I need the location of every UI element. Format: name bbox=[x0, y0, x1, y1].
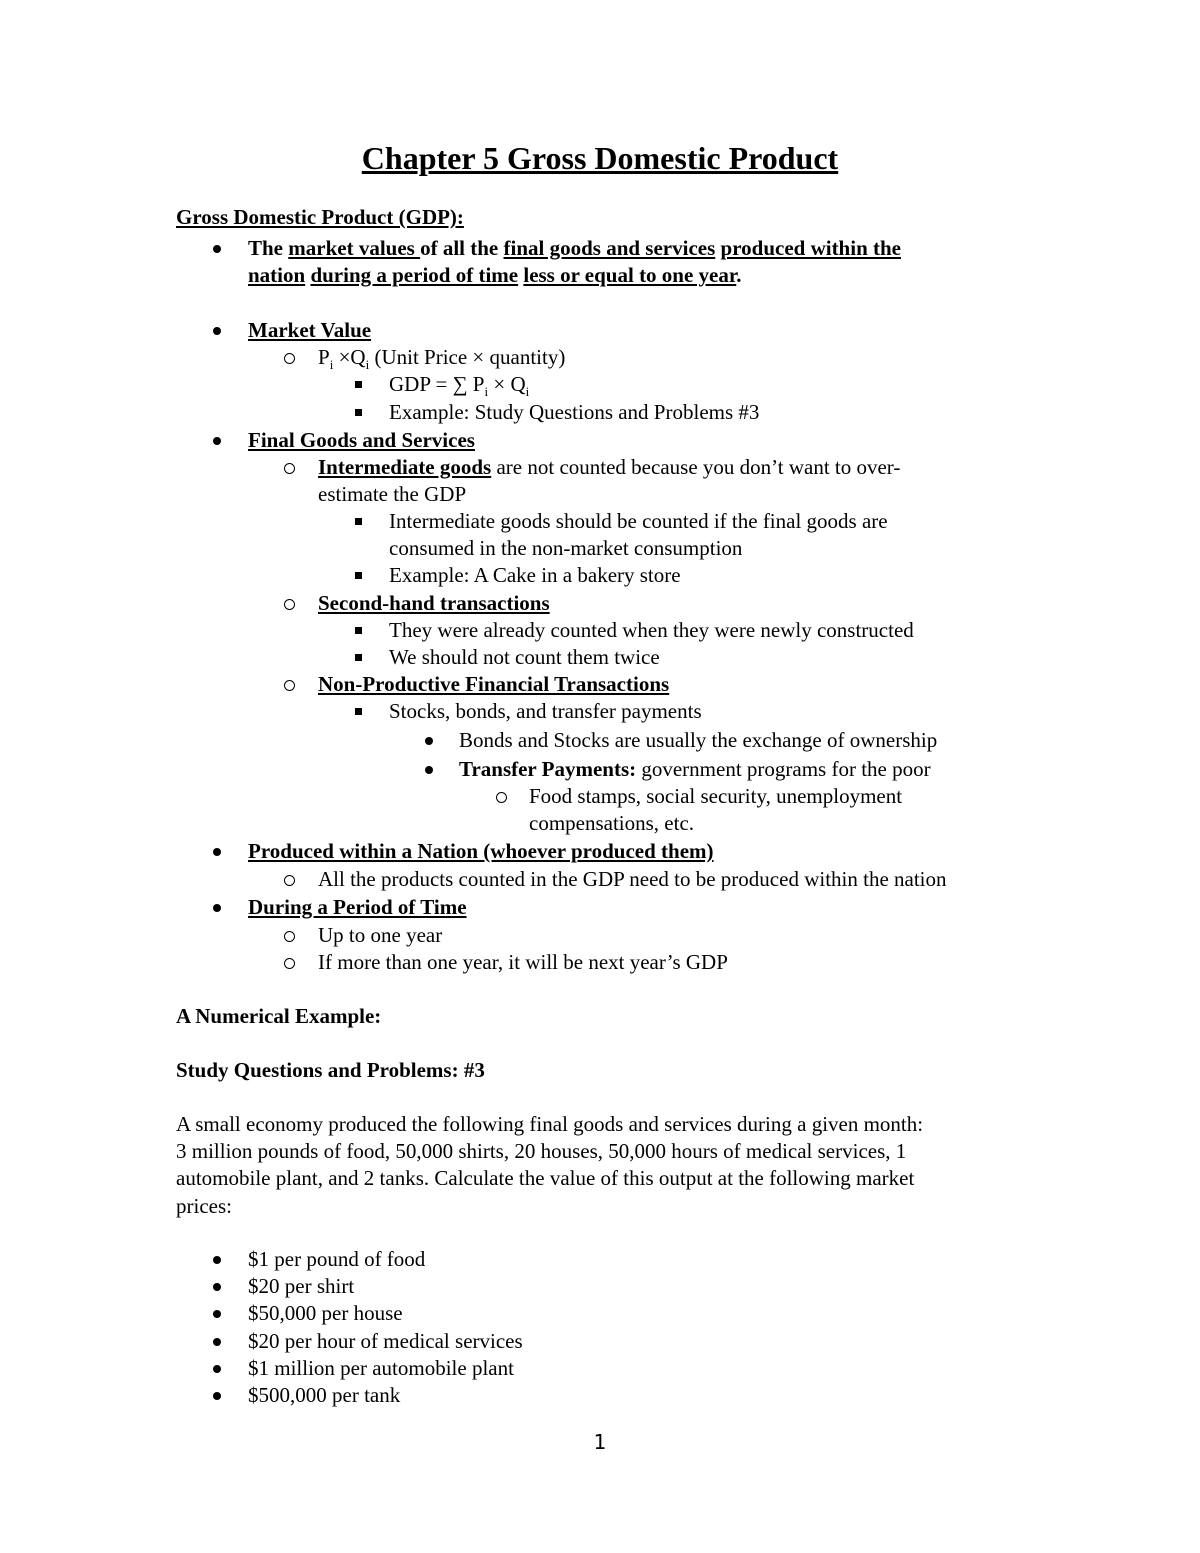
price-item: $1 per pound of food bbox=[248, 1247, 426, 1271]
secondhand-heading: Second-hand transactions bbox=[318, 591, 550, 615]
nonproductive-heading: Non-Productive Financial Transactions bbox=[318, 672, 670, 696]
intermediate-goods-line1: Intermediate goods are not counted because you don’t want to over- bbox=[318, 455, 901, 479]
circle-bullet bbox=[284, 463, 295, 474]
square-bullet bbox=[355, 409, 362, 416]
bullet-dot bbox=[213, 1392, 221, 1400]
page-title: Chapter 5 Gross Domestic Product bbox=[361, 140, 839, 176]
problem-line3: automobile plant, and 2 tanks. Calculate the value of this output at the following market bbox=[176, 1166, 915, 1190]
square-bullet bbox=[355, 654, 362, 661]
price-item: $1 million per automobile plant bbox=[248, 1356, 514, 1380]
bullet-dot bbox=[213, 327, 221, 335]
square-bullet bbox=[355, 518, 362, 525]
transfer-payments-line: Transfer Payments: government programs for the poor bbox=[459, 757, 931, 781]
circle-bullet bbox=[284, 353, 295, 364]
page-number: 1 bbox=[593, 1430, 607, 1454]
price-item: $20 per hour of medical services bbox=[248, 1329, 523, 1353]
problem-line4: prices: bbox=[176, 1194, 232, 1218]
numerical-example-heading: A Numerical Example: bbox=[176, 1004, 382, 1028]
bullet-dot bbox=[425, 737, 433, 745]
period-heading: During a Period of Time bbox=[248, 895, 467, 919]
final-goods-heading: Final Goods and Services bbox=[248, 428, 475, 452]
intermediate-sub1-line1: Intermediate goods should be counted if the final goods are bbox=[389, 509, 888, 533]
circle-bullet bbox=[284, 875, 295, 886]
study-questions-heading: Study Questions and Problems: #3 bbox=[176, 1058, 485, 1082]
bullet-dot bbox=[213, 904, 221, 912]
circle-bullet bbox=[284, 599, 295, 610]
intermediate-goods-line2: estimate the GDP bbox=[318, 482, 467, 506]
intermediate-sub2: Example: A Cake in a bakery store bbox=[389, 563, 681, 587]
square-bullet bbox=[355, 708, 362, 715]
nonproductive-sub1: Stocks, bonds, and transfer payments bbox=[389, 699, 702, 723]
bullet-dot bbox=[213, 1310, 221, 1318]
square-bullet bbox=[355, 381, 362, 388]
bullet-dot bbox=[213, 848, 221, 856]
bullet-dot bbox=[213, 245, 221, 253]
problem-line2: 3 million pounds of food, 50,000 shirts, 20 houses, 50,000 hours of medical services, 1 bbox=[176, 1139, 907, 1163]
problem-line1: A small economy produced the following final goods and services during a given month: bbox=[176, 1112, 924, 1136]
food-stamps-line2: compensations, etc. bbox=[529, 811, 695, 835]
square-bullet bbox=[355, 627, 362, 634]
bullet-dot bbox=[213, 1283, 221, 1291]
secondhand-sub1: They were already counted when they were newly constructed bbox=[389, 618, 914, 642]
circle-bullet bbox=[284, 958, 295, 969]
market-value-example: Example: Study Questions and Problems #3 bbox=[389, 400, 760, 424]
secondhand-sub2: We should not count them twice bbox=[389, 645, 660, 669]
market-value-formula: $P_i \times Q_i$ (Unit Price × quantity) bbox=[318, 345, 566, 373]
intermediate-sub1-line2: consumed in the non-market consumption bbox=[389, 536, 743, 560]
bullet-dot bbox=[213, 1365, 221, 1373]
food-stamps-line1: Food stamps, social security, unemployment bbox=[529, 784, 903, 808]
gdp-heading: Gross Domestic Product (GDP): bbox=[176, 205, 464, 229]
circle-bullet bbox=[284, 680, 295, 691]
price-item: $500,000 per tank bbox=[248, 1383, 401, 1407]
bullet-dot bbox=[213, 437, 221, 445]
price-item: $50,000 per house bbox=[248, 1301, 403, 1325]
gdp-definition-line1: The market values of all the final goods and services produced within the bbox=[248, 236, 901, 260]
produced-within-heading: Produced within a Nation (whoever produced them) bbox=[248, 839, 714, 863]
produced-within-sub1: All the products counted in the GDP need to be produced within the nation bbox=[318, 867, 947, 891]
price-item: $20 per shirt bbox=[248, 1274, 355, 1298]
period-sub1: Up to one year bbox=[318, 923, 443, 947]
period-sub2: If more than one year, it will be next year’s GDP bbox=[318, 950, 728, 974]
square-bullet bbox=[355, 572, 362, 579]
bullet-dot bbox=[425, 766, 433, 774]
bullet-dot bbox=[213, 1338, 221, 1346]
circle-bullet bbox=[496, 792, 507, 803]
market-value-heading: Market Value bbox=[248, 318, 372, 342]
gdp-formula: GDP = ∑ $P_i \times Q_i$ bbox=[389, 372, 530, 400]
bonds-stocks-line: Bonds and Stocks are usually the exchange of ownership bbox=[459, 728, 938, 752]
gdp-definition-line2: nation during a period of time less or equal to one year. bbox=[248, 263, 742, 287]
bullet-dot bbox=[213, 1256, 221, 1264]
circle-bullet bbox=[284, 931, 295, 942]
